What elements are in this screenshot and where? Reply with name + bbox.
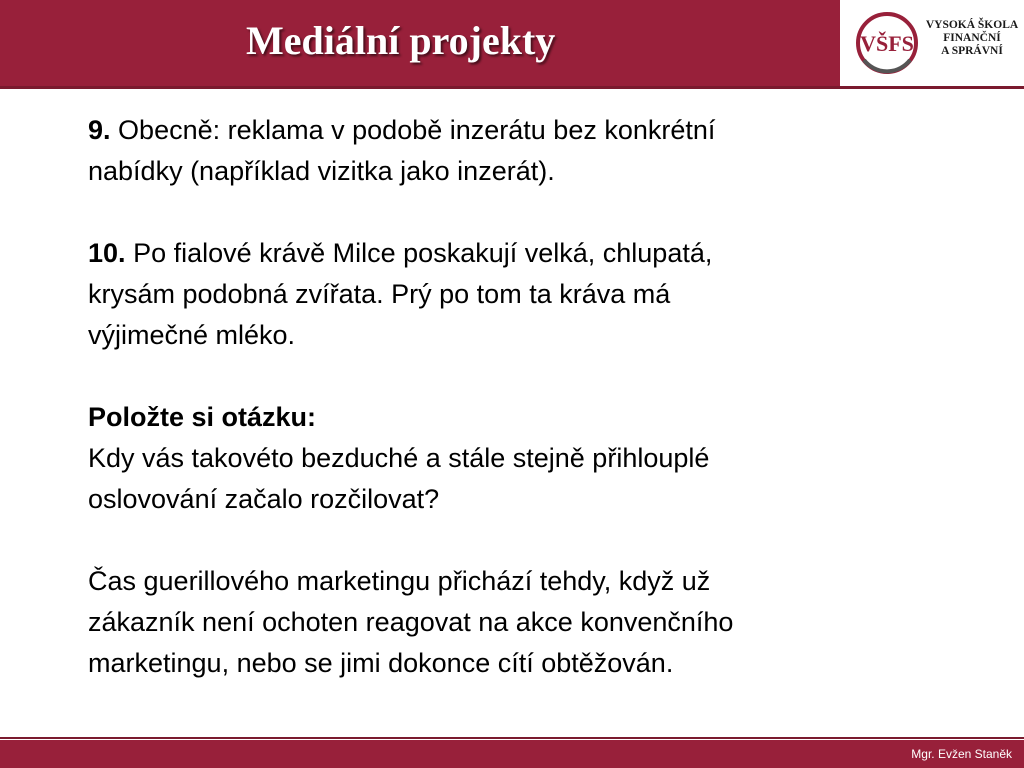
school-name-line3: A SPRÁVNÍ [941,45,1003,57]
header-divider [0,86,1024,89]
vsfs-emblem-icon [854,10,920,76]
item-9 [88,110,968,192]
footer-divider [0,737,1024,739]
slide-body [88,110,968,684]
item-9-text1: Obecně: reklama v podobě inzerátu bez konkrétní [118,115,716,145]
item-10-text3: výjimečné mléko. [88,320,296,350]
question-text1: Kdy vás takovéto bezduché a stále stejně přihlouplé [88,443,710,473]
conclusion-text3: marketingu, nebo se jimi dokonce cítí obtěžován. [88,648,674,678]
slide-title: Mediální projekty [246,18,556,63]
item-10 [88,233,968,356]
conclusion-text1: Čas guerillového marketingu přichází tehdy, když už [88,566,711,596]
footer-author: Mgr. Evžen Staněk [911,747,1012,761]
conclusion-text2: zákazník není ochoten reagovat na akce konvenčního [88,607,734,637]
item-10-text1: Po fialové krávě Milce poskakují velká, chlupatá, [133,238,713,268]
school-name-line1: VYSOKÁ ŠKOLA [925,19,1019,31]
emblem-monogram: VŠFS [860,31,914,56]
item-9-text2: nabídky (například vizitka jako inzerát). [88,156,555,186]
question-text2: oslovování začalo rozčilovat? [88,484,440,514]
item-9-number: 9. [88,115,111,145]
item-10-text2: krysám podobná zvířata. Prý po tom ta kráva má [88,279,671,309]
footer-band [0,740,1024,768]
conclusion-block [88,561,968,684]
item-10-number: 10. [88,238,126,268]
school-logo [840,0,1024,86]
school-name [922,19,1022,58]
question-block [88,397,968,520]
question-heading: Položte si otázku: [88,402,317,432]
item-9-line1 [88,110,968,151]
item-10-line1 [88,233,968,274]
school-name-line2: FINANČNÍ [943,32,1001,44]
